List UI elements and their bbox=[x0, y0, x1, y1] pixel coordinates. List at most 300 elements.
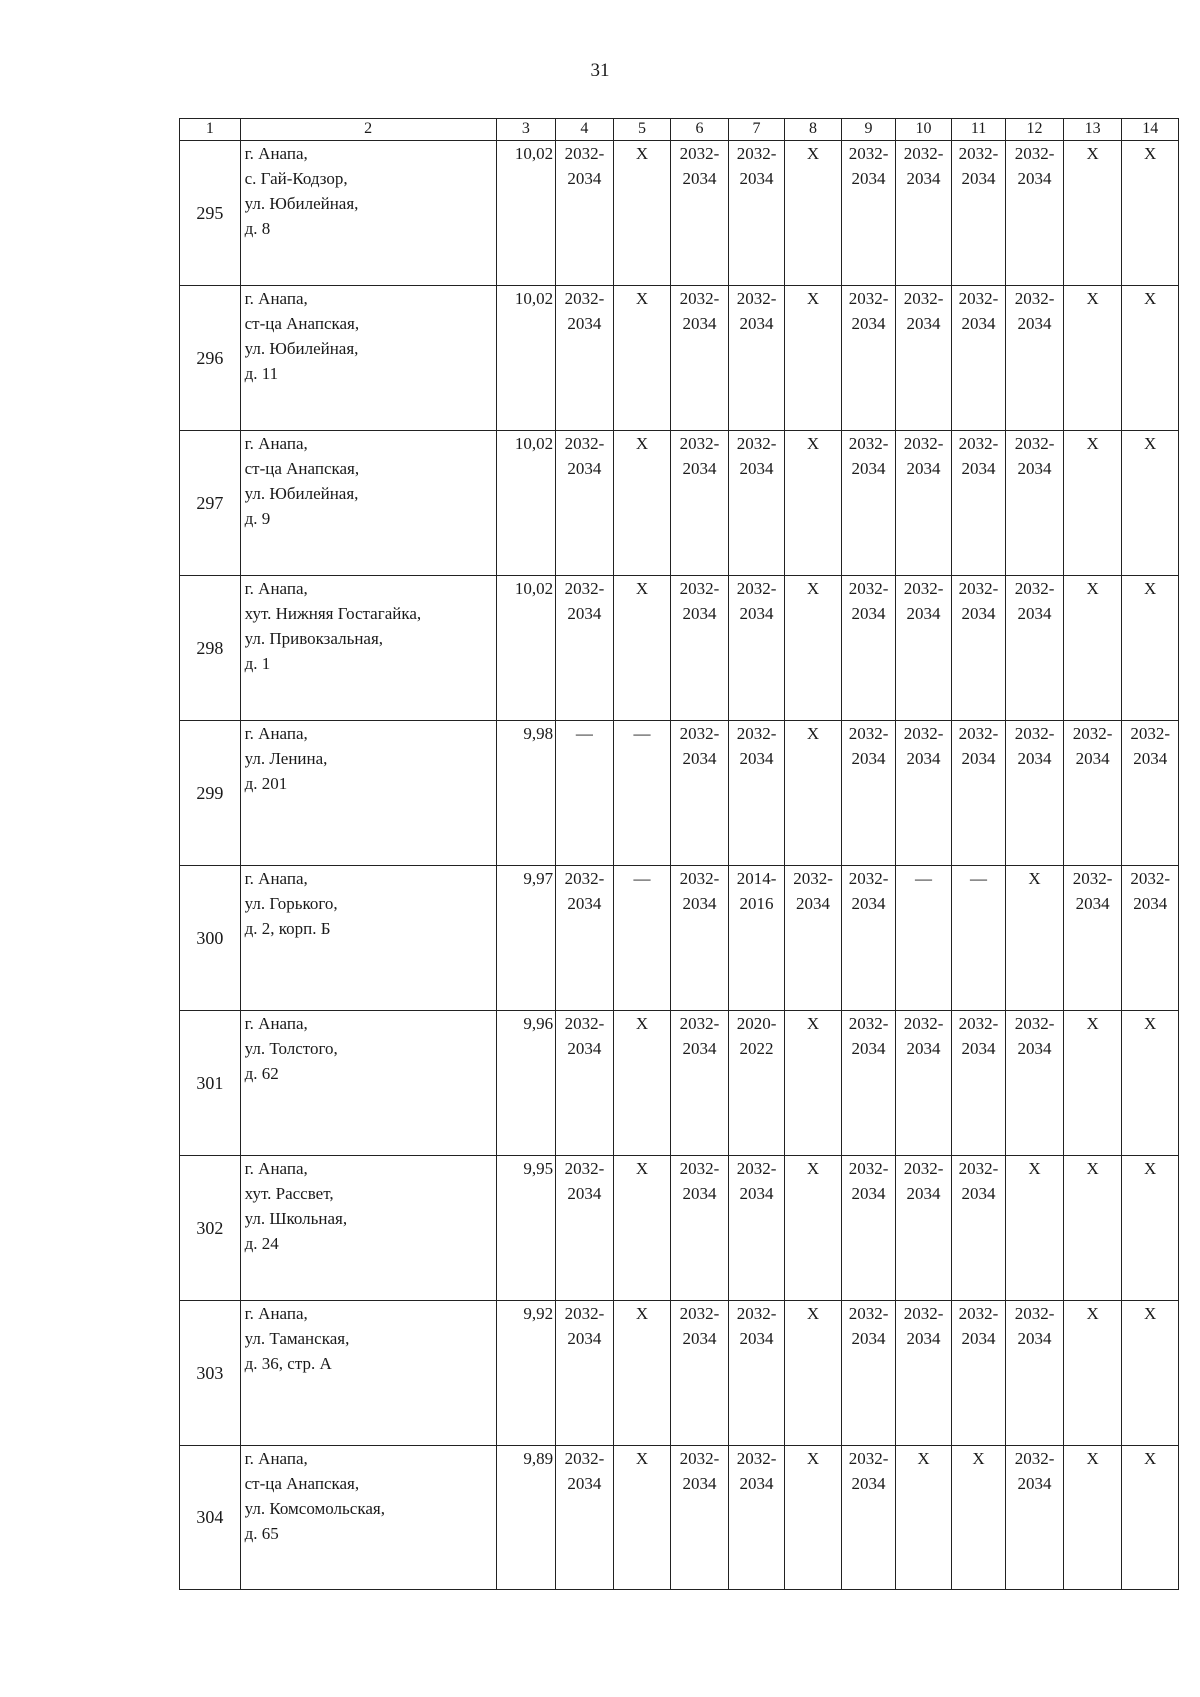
cell-text: 2032- bbox=[679, 289, 720, 308]
period-cell bbox=[1063, 1156, 1122, 1301]
cell-text: 2032- bbox=[903, 289, 944, 308]
period-cell bbox=[841, 431, 895, 576]
cell-text: 2032- bbox=[736, 289, 777, 308]
cell-text: 2032- bbox=[564, 144, 605, 163]
cell-text: 2032- bbox=[736, 1304, 777, 1323]
cell-text: 2034 bbox=[851, 314, 886, 333]
row-number: 303 bbox=[180, 1301, 241, 1446]
address-cell bbox=[240, 866, 496, 1011]
column-header: 3 bbox=[496, 119, 556, 141]
cell-text: 2032- bbox=[848, 724, 889, 743]
address-line: д. 36, стр. А bbox=[244, 1354, 332, 1373]
cell-text: X bbox=[1144, 434, 1157, 453]
period-cell bbox=[1122, 431, 1179, 576]
period-cell bbox=[1122, 576, 1179, 721]
cell-text: X bbox=[635, 289, 649, 308]
cell-text: 2034 bbox=[1017, 1039, 1052, 1058]
cell-text: 2034 bbox=[1017, 1329, 1052, 1348]
period-cell bbox=[613, 431, 671, 576]
cell-text: 2034 bbox=[851, 749, 886, 768]
cell-text: X bbox=[1086, 579, 1099, 598]
cell-text: 2032- bbox=[679, 579, 720, 598]
period-cell bbox=[785, 1446, 842, 1590]
address-line: г. Анапа, bbox=[244, 434, 308, 453]
cell-text: 2032- bbox=[1014, 289, 1055, 308]
cell-text: X bbox=[972, 1449, 985, 1468]
table-body bbox=[180, 141, 1179, 1590]
row-number: 295 bbox=[180, 141, 241, 286]
address-line: ст-ца Анапская, bbox=[244, 1474, 360, 1493]
value-cell: 9,95 bbox=[496, 1156, 556, 1301]
cell-text: 2034 bbox=[851, 1184, 886, 1203]
period-cell bbox=[896, 576, 952, 721]
cell-text: 2034 bbox=[961, 604, 996, 623]
period-cell bbox=[1006, 431, 1064, 576]
cell-text: 2032- bbox=[736, 144, 777, 163]
period-cell bbox=[728, 431, 785, 576]
period-cell bbox=[671, 141, 729, 286]
cell-text: 2034 bbox=[682, 604, 717, 623]
column-header: 2 bbox=[240, 119, 496, 141]
address-line: ул. Юбилейная, bbox=[244, 339, 359, 358]
period-cell bbox=[1063, 141, 1122, 286]
period-cell bbox=[728, 1156, 785, 1301]
cell-text: 2034 bbox=[567, 1184, 602, 1203]
value-cell: 10,02 bbox=[496, 286, 556, 431]
period-cell bbox=[556, 1011, 614, 1156]
cell-text: 2032- bbox=[903, 144, 944, 163]
cell-text: 2032- bbox=[564, 1449, 605, 1468]
cell-text: X bbox=[806, 1449, 820, 1468]
column-header: 12 bbox=[1006, 119, 1064, 141]
cell-text: 2034 bbox=[906, 459, 941, 478]
address-line: г. Анапа, bbox=[244, 724, 308, 743]
cell-text: 2032- bbox=[679, 1449, 720, 1468]
cell-text: X bbox=[1144, 1304, 1157, 1323]
period-cell bbox=[728, 1446, 785, 1590]
period-cell bbox=[556, 141, 614, 286]
address-cell bbox=[240, 1301, 496, 1446]
page-number: 31 bbox=[590, 60, 610, 81]
cell-text: 2034 bbox=[567, 459, 602, 478]
column-header: 13 bbox=[1063, 119, 1122, 141]
cell-text: 2034 bbox=[906, 169, 941, 188]
period-cell bbox=[728, 1011, 785, 1156]
period-cell bbox=[728, 141, 785, 286]
cell-text: X bbox=[1144, 1159, 1157, 1178]
cell-text: X bbox=[806, 144, 820, 163]
cell-text: 2034 bbox=[1075, 894, 1110, 913]
cell-text: 2032- bbox=[679, 724, 720, 743]
period-cell bbox=[896, 141, 952, 286]
row-number: 298 bbox=[180, 576, 241, 721]
cell-text: X bbox=[806, 434, 820, 453]
period-cell bbox=[785, 1301, 842, 1446]
period-cell bbox=[728, 286, 785, 431]
address-line: ул. Горького, bbox=[244, 894, 338, 913]
cell-text: 2032- bbox=[564, 1159, 605, 1178]
column-header: 1 bbox=[180, 119, 241, 141]
cell-text: 2032- bbox=[679, 144, 720, 163]
period-cell bbox=[785, 431, 842, 576]
period-cell bbox=[1006, 866, 1064, 1011]
cell-text: — bbox=[633, 869, 651, 888]
address-line: г. Анапа, bbox=[244, 1449, 308, 1468]
cell-text: 2034 bbox=[682, 459, 717, 478]
period-cell bbox=[728, 1301, 785, 1446]
cell-text: 2034 bbox=[906, 1184, 941, 1203]
cell-text: 2032- bbox=[848, 1159, 889, 1178]
cell-text: 2034 bbox=[851, 1474, 886, 1493]
address-line: д. 62 bbox=[244, 1064, 279, 1083]
cell-text: X bbox=[635, 1014, 649, 1033]
cell-text: 2034 bbox=[1075, 749, 1110, 768]
period-cell bbox=[1122, 286, 1179, 431]
table-row bbox=[180, 431, 1179, 576]
cell-text: 2034 bbox=[682, 1329, 717, 1348]
period-cell bbox=[728, 721, 785, 866]
period-cell bbox=[1122, 721, 1179, 866]
row-number: 302 bbox=[180, 1156, 241, 1301]
period-cell bbox=[951, 866, 1005, 1011]
period-cell bbox=[1122, 141, 1179, 286]
cell-text: 2032- bbox=[903, 1304, 944, 1323]
period-cell bbox=[896, 1301, 952, 1446]
period-cell bbox=[1006, 1156, 1064, 1301]
cell-text: 2032- bbox=[903, 579, 944, 598]
period-cell bbox=[841, 1011, 895, 1156]
cell-text: 2034 bbox=[739, 169, 774, 188]
row-number: 304 bbox=[180, 1446, 241, 1590]
cell-text: 2034 bbox=[682, 314, 717, 333]
cell-text: X bbox=[635, 1159, 649, 1178]
column-header: 5 bbox=[613, 119, 671, 141]
cell-text: 2034 bbox=[567, 1474, 602, 1493]
cell-text: 2032- bbox=[1014, 1449, 1055, 1468]
table-row bbox=[180, 141, 1179, 286]
period-cell bbox=[613, 286, 671, 431]
cell-text: 2034 bbox=[961, 314, 996, 333]
cell-text: 2034 bbox=[1017, 459, 1052, 478]
cell-text: 2032- bbox=[903, 724, 944, 743]
period-cell bbox=[1063, 721, 1122, 866]
cell-text: 2032- bbox=[679, 869, 720, 888]
period-cell bbox=[1063, 431, 1122, 576]
table-row bbox=[180, 1011, 1179, 1156]
address-line: д. 1 bbox=[244, 654, 271, 673]
period-cell bbox=[556, 286, 614, 431]
data-table bbox=[179, 118, 1179, 1590]
period-cell bbox=[1006, 1011, 1064, 1156]
cell-text: 2032- bbox=[679, 1159, 720, 1178]
cell-text: 2032- bbox=[564, 1304, 605, 1323]
period-cell bbox=[1063, 866, 1122, 1011]
address-line: д. 11 bbox=[244, 364, 279, 383]
period-cell bbox=[1006, 286, 1064, 431]
row-number: 300 bbox=[180, 866, 241, 1011]
period-cell bbox=[841, 286, 895, 431]
period-cell bbox=[556, 576, 614, 721]
cell-text: 2034 bbox=[682, 749, 717, 768]
cell-text: 2032- bbox=[679, 1304, 720, 1323]
period-cell bbox=[1006, 1446, 1064, 1590]
cell-text: 2034 bbox=[567, 169, 602, 188]
cell-text: 2034 bbox=[567, 1039, 602, 1058]
period-cell bbox=[671, 721, 729, 866]
cell-text: 2034 bbox=[851, 169, 886, 188]
cell-text: 2032- bbox=[848, 579, 889, 598]
cell-text: 2034 bbox=[961, 169, 996, 188]
cell-text: X bbox=[1086, 144, 1099, 163]
cell-text: 2032- bbox=[564, 869, 605, 888]
period-cell bbox=[671, 286, 729, 431]
address-line: хут. Рассвет, bbox=[244, 1184, 334, 1203]
table-row bbox=[180, 1301, 1179, 1446]
period-cell bbox=[556, 1156, 614, 1301]
cell-text: 2032- bbox=[1014, 144, 1055, 163]
period-cell bbox=[556, 1301, 614, 1446]
period-cell bbox=[1122, 1301, 1179, 1446]
period-cell bbox=[951, 431, 1005, 576]
address-line: с. Гай-Кодзор, bbox=[244, 169, 348, 188]
cell-text: 2034 bbox=[851, 894, 886, 913]
cell-text: X bbox=[1086, 1159, 1099, 1178]
cell-text: 2020- bbox=[736, 1014, 777, 1033]
cell-text: 2034 bbox=[1017, 1474, 1052, 1493]
cell-text: 2034 bbox=[682, 1474, 717, 1493]
address-line: д. 9 bbox=[244, 509, 271, 528]
cell-text: 2034 bbox=[906, 749, 941, 768]
column-header: 8 bbox=[785, 119, 842, 141]
column-header: 4 bbox=[556, 119, 614, 141]
address-line: д. 65 bbox=[244, 1524, 279, 1543]
period-cell bbox=[613, 141, 671, 286]
cell-text: 2032- bbox=[958, 144, 999, 163]
cell-text: 2034 bbox=[739, 1329, 774, 1348]
period-cell bbox=[841, 721, 895, 866]
address-line: д. 8 bbox=[244, 219, 271, 238]
cell-text: X bbox=[635, 1449, 649, 1468]
cell-text: 2032- bbox=[736, 434, 777, 453]
address-line: д. 201 bbox=[244, 774, 288, 793]
table-row bbox=[180, 576, 1179, 721]
column-header: 6 bbox=[671, 119, 729, 141]
address-cell bbox=[240, 1011, 496, 1156]
cell-text: 2034 bbox=[739, 749, 774, 768]
cell-text: 2034 bbox=[1017, 604, 1052, 623]
cell-text: 2032- bbox=[679, 434, 720, 453]
cell-text: 2032- bbox=[903, 1014, 944, 1033]
cell-text: X bbox=[1086, 1014, 1099, 1033]
address-cell bbox=[240, 1156, 496, 1301]
period-cell bbox=[613, 866, 671, 1011]
cell-text: — bbox=[970, 869, 988, 888]
cell-text: 2032- bbox=[1072, 724, 1113, 743]
cell-text: 2034 bbox=[851, 1329, 886, 1348]
period-cell bbox=[951, 1156, 1005, 1301]
period-cell bbox=[671, 866, 729, 1011]
period-cell bbox=[785, 141, 842, 286]
cell-text: 2034 bbox=[851, 604, 886, 623]
period-cell bbox=[1006, 1301, 1064, 1446]
cell-text: 2034 bbox=[1017, 314, 1052, 333]
period-cell bbox=[671, 431, 729, 576]
address-cell bbox=[240, 576, 496, 721]
cell-text: 2032- bbox=[958, 579, 999, 598]
cell-text: 2032- bbox=[736, 1449, 777, 1468]
cell-text: X bbox=[1144, 144, 1157, 163]
address-line: г. Анапа, bbox=[244, 289, 308, 308]
value-cell: 10,02 bbox=[496, 576, 556, 721]
cell-text: 2034 bbox=[906, 1039, 941, 1058]
cell-text: 2032- bbox=[958, 434, 999, 453]
cell-text: 2034 bbox=[739, 314, 774, 333]
cell-text: 2032- bbox=[1072, 869, 1113, 888]
cell-text: 2032- bbox=[1014, 1014, 1055, 1033]
row-number: 296 bbox=[180, 286, 241, 431]
cell-text: X bbox=[635, 144, 649, 163]
cell-text: 2034 bbox=[1133, 894, 1168, 913]
row-number: 297 bbox=[180, 431, 241, 576]
cell-text: X bbox=[806, 1304, 820, 1323]
period-cell bbox=[951, 141, 1005, 286]
cell-text: 2032- bbox=[1014, 1304, 1055, 1323]
period-cell bbox=[1006, 721, 1064, 866]
cell-text: 2034 bbox=[906, 604, 941, 623]
cell-text: 2032- bbox=[1014, 579, 1055, 598]
address-line: г. Анапа, bbox=[244, 579, 308, 598]
address-line: хут. Нижняя Гостагайка, bbox=[244, 604, 422, 623]
period-cell bbox=[1063, 576, 1122, 721]
value-cell: 9,98 bbox=[496, 721, 556, 866]
cell-text: X bbox=[806, 579, 820, 598]
address-cell bbox=[240, 431, 496, 576]
cell-text: 2032- bbox=[679, 1014, 720, 1033]
value-cell: 10,02 bbox=[496, 431, 556, 576]
value-cell: 9,89 bbox=[496, 1446, 556, 1590]
table-row bbox=[180, 1446, 1179, 1590]
address-line: ул. Школьная, bbox=[244, 1209, 348, 1228]
cell-text: X bbox=[806, 289, 820, 308]
cell-text: 2034 bbox=[739, 1184, 774, 1203]
value-cell: 9,92 bbox=[496, 1301, 556, 1446]
period-cell bbox=[1063, 1011, 1122, 1156]
cell-text: 2034 bbox=[739, 604, 774, 623]
cell-text: 2032- bbox=[1130, 869, 1171, 888]
address-line: ст-ца Анапская, bbox=[244, 459, 360, 478]
cell-text: 2032- bbox=[736, 724, 777, 743]
period-cell bbox=[951, 286, 1005, 431]
cell-text: 2032- bbox=[848, 144, 889, 163]
table-row bbox=[180, 286, 1179, 431]
period-cell bbox=[556, 1446, 614, 1590]
cell-text: 2032- bbox=[848, 1304, 889, 1323]
cell-text: 2032- bbox=[958, 289, 999, 308]
cell-text: 2034 bbox=[739, 459, 774, 478]
address-line: ул. Комсомольская, bbox=[244, 1499, 385, 1518]
cell-text: 2034 bbox=[1017, 749, 1052, 768]
cell-text: X bbox=[1086, 1304, 1099, 1323]
period-cell bbox=[671, 1011, 729, 1156]
cell-text: 2034 bbox=[682, 1039, 717, 1058]
period-cell bbox=[1063, 286, 1122, 431]
cell-text: 2034 bbox=[1017, 169, 1052, 188]
cell-text: X bbox=[1086, 434, 1099, 453]
cell-text: 2032- bbox=[1014, 434, 1055, 453]
cell-text: 2032- bbox=[564, 289, 605, 308]
value-cell: 9,97 bbox=[496, 866, 556, 1011]
address-line: ст-ца Анапская, bbox=[244, 314, 360, 333]
cell-text: X bbox=[1144, 289, 1157, 308]
period-cell bbox=[785, 1011, 842, 1156]
table-row bbox=[180, 721, 1179, 866]
cell-text: 2032- bbox=[793, 869, 833, 888]
cell-text: 2016 bbox=[739, 894, 774, 913]
cell-text: 2014- bbox=[736, 869, 777, 888]
period-cell bbox=[556, 866, 614, 1011]
cell-text: 2034 bbox=[961, 749, 996, 768]
cell-text: 2032- bbox=[903, 1159, 944, 1178]
cell-text: X bbox=[806, 724, 820, 743]
period-cell bbox=[841, 1446, 895, 1590]
period-cell bbox=[1006, 576, 1064, 721]
column-header: 14 bbox=[1122, 119, 1179, 141]
column-header: 11 bbox=[951, 119, 1005, 141]
address-line: ул. Привокзальная, bbox=[244, 629, 384, 648]
value-cell: 9,96 bbox=[496, 1011, 556, 1156]
period-cell bbox=[613, 1301, 671, 1446]
cell-text: 2032- bbox=[848, 289, 889, 308]
period-cell bbox=[841, 1156, 895, 1301]
cell-text: X bbox=[1086, 1449, 1099, 1468]
address-line: ул. Юбилейная, bbox=[244, 484, 359, 503]
cell-text: 2034 bbox=[961, 1039, 996, 1058]
address-line: д. 2, корп. Б bbox=[244, 919, 331, 938]
column-header: 9 bbox=[841, 119, 895, 141]
column-header: 10 bbox=[896, 119, 952, 141]
cell-text: — bbox=[633, 724, 651, 743]
cell-text: X bbox=[806, 1014, 820, 1033]
address-line: г. Анапа, bbox=[244, 1159, 308, 1178]
period-cell bbox=[1006, 141, 1064, 286]
period-cell bbox=[785, 866, 842, 1011]
cell-text: X bbox=[1028, 869, 1041, 888]
cell-text: 2032- bbox=[958, 724, 999, 743]
period-cell bbox=[951, 1446, 1005, 1590]
cell-text: 2032- bbox=[1130, 724, 1171, 743]
address-line: ул. Юбилейная, bbox=[244, 194, 359, 213]
cell-text: 2034 bbox=[682, 1184, 717, 1203]
header-row bbox=[180, 119, 1179, 141]
period-cell bbox=[728, 866, 785, 1011]
cell-text: 2032- bbox=[848, 1449, 889, 1468]
cell-text: 2032- bbox=[848, 1014, 889, 1033]
period-cell bbox=[896, 1011, 952, 1156]
cell-text: X bbox=[1144, 1449, 1157, 1468]
cell-text: 2032- bbox=[564, 1014, 605, 1033]
cell-text: X bbox=[917, 1449, 930, 1468]
period-cell bbox=[785, 576, 842, 721]
cell-text: 2034 bbox=[906, 1329, 941, 1348]
cell-text: — bbox=[915, 869, 933, 888]
period-cell bbox=[785, 721, 842, 866]
column-header: 7 bbox=[728, 119, 785, 141]
period-cell bbox=[896, 286, 952, 431]
row-number: 299 bbox=[180, 721, 241, 866]
period-cell bbox=[951, 721, 1005, 866]
table-row bbox=[180, 866, 1179, 1011]
cell-text: 2032- bbox=[958, 1304, 999, 1323]
